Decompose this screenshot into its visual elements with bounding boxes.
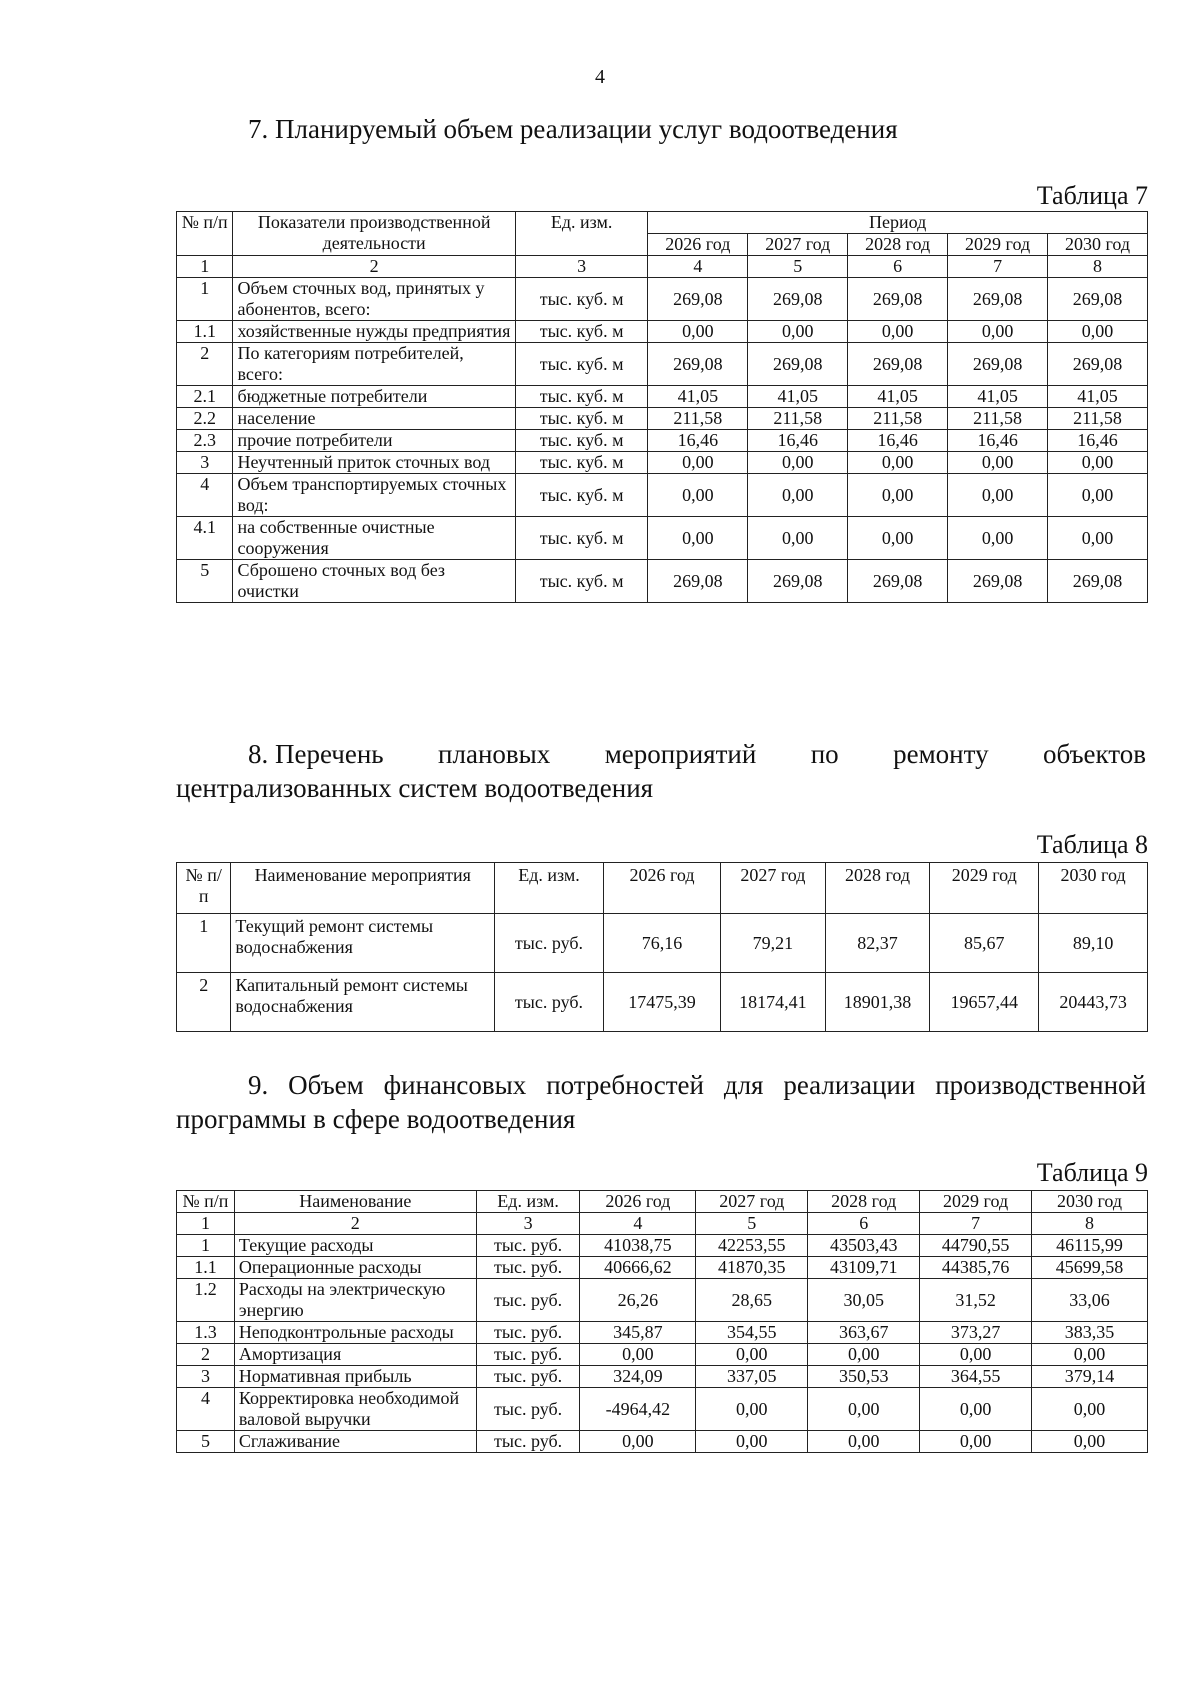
row-value: 89,10 [1039, 914, 1148, 973]
row-number: 4.1 [177, 517, 233, 560]
row-value: 16,46 [848, 430, 948, 452]
row-value: 42253,55 [696, 1235, 808, 1257]
title-word: мероприятий [604, 739, 757, 769]
column-number: 5 [696, 1213, 808, 1235]
table-row [177, 278, 1148, 321]
row-value: 44790,55 [920, 1235, 1032, 1257]
row-value: 345,87 [580, 1322, 696, 1344]
table-row [177, 914, 1148, 973]
row-value: 0,00 [748, 517, 848, 560]
row-value: 17475,39 [603, 973, 720, 1032]
row-value: 364,55 [920, 1366, 1032, 1388]
row-name: Объем сточных вод, принятых у абонентов, всего: [233, 278, 515, 321]
row-number: 5 [177, 1431, 235, 1453]
header-year: 2027 год [748, 234, 848, 256]
row-number: 2.2 [177, 408, 233, 430]
row-name: Амортизация [234, 1344, 476, 1366]
table-row [177, 386, 1148, 408]
row-value: 269,08 [848, 560, 948, 603]
row-name: По категориям потребителей, всего: [233, 343, 515, 386]
row-value: 324,09 [580, 1366, 696, 1388]
row-number: 1.1 [177, 321, 233, 343]
row-value: 16,46 [648, 430, 748, 452]
row-value: -4964,42 [580, 1388, 696, 1431]
row-value: 269,08 [848, 343, 948, 386]
row-value: 19657,44 [930, 973, 1039, 1032]
table-row [177, 1431, 1148, 1453]
row-name: Текущий ремонт системы водоснабжения [231, 914, 495, 973]
row-value: 0,00 [948, 474, 1048, 517]
row-value: 16,46 [748, 430, 848, 452]
row-value: 379,14 [1032, 1366, 1148, 1388]
title-word: 9. [248, 1070, 269, 1100]
row-value: 45699,58 [1032, 1257, 1148, 1279]
column-number: 5 [748, 256, 848, 278]
title-word: потребностей [546, 1070, 704, 1100]
row-value: 0,00 [948, 517, 1048, 560]
row-value: 269,08 [748, 278, 848, 321]
title-word: финансовых [383, 1070, 527, 1100]
header-unit: Ед. изм. [495, 863, 604, 914]
row-value: 20443,73 [1039, 973, 1148, 1032]
row-value: 43109,71 [808, 1257, 920, 1279]
table-row [177, 343, 1148, 386]
section-8-title [176, 737, 1146, 805]
row-number: 1.3 [177, 1322, 235, 1344]
row-value: 354,55 [696, 1322, 808, 1344]
title-word: плановых [438, 739, 551, 769]
table-7 [176, 211, 1148, 603]
row-value: 82,37 [825, 914, 930, 973]
header-year: 2030 год [1048, 234, 1148, 256]
row-unit: тыс. куб. м [515, 430, 648, 452]
row-value: 33,06 [1032, 1279, 1148, 1322]
row-value: 18174,41 [721, 973, 826, 1032]
table-9 [176, 1190, 1148, 1453]
row-value: 0,00 [1048, 517, 1148, 560]
row-name: Неподконтрольные расходы [234, 1322, 476, 1344]
table-row [177, 973, 1148, 1032]
row-value: 269,08 [848, 278, 948, 321]
table-row [177, 1257, 1148, 1279]
row-unit: тыс. руб. [476, 1235, 580, 1257]
row-unit: тыс. куб. м [515, 560, 648, 603]
row-value: 269,08 [748, 560, 848, 603]
header-unit: Ед. изм. [476, 1191, 580, 1213]
table-row [177, 517, 1148, 560]
row-value: 211,58 [1048, 408, 1148, 430]
row-value: 269,08 [648, 278, 748, 321]
table-8 [176, 862, 1148, 1032]
column-number: 8 [1032, 1213, 1148, 1235]
table-row [177, 430, 1148, 452]
header-name: Наименование [234, 1191, 476, 1213]
row-unit: тыс. куб. м [515, 517, 648, 560]
row-value: 269,08 [648, 343, 748, 386]
column-number-row [177, 256, 1148, 278]
row-value: 41,05 [1048, 386, 1148, 408]
column-number: 4 [648, 256, 748, 278]
table-8-caption: Таблица 8 [1036, 830, 1148, 859]
header-year: 2026 год [603, 863, 720, 914]
header-number: № п/п [177, 863, 231, 914]
row-value: 0,00 [580, 1344, 696, 1366]
row-number: 1 [177, 1235, 235, 1257]
row-unit: тыс. руб. [476, 1344, 580, 1366]
row-value: 18901,38 [825, 973, 930, 1032]
row-value: 0,00 [696, 1431, 808, 1453]
row-unit: тыс. куб. м [515, 474, 648, 517]
table-row [177, 560, 1148, 603]
row-value: 0,00 [748, 321, 848, 343]
row-name: Операционные расходы [234, 1257, 476, 1279]
header-year: 2030 год [1032, 1191, 1148, 1213]
row-unit: тыс. куб. м [515, 278, 648, 321]
table-9-caption: Таблица 9 [1036, 1158, 1148, 1187]
table-row [177, 1235, 1148, 1257]
column-number: 1 [177, 1213, 235, 1235]
row-number: 5 [177, 560, 233, 603]
title-word: производственной [935, 1070, 1146, 1100]
row-value: 44385,76 [920, 1257, 1032, 1279]
row-value: 337,05 [696, 1366, 808, 1388]
column-number: 3 [515, 256, 648, 278]
row-number: 2.3 [177, 430, 233, 452]
row-value: 0,00 [580, 1431, 696, 1453]
row-value: 269,08 [948, 560, 1048, 603]
row-unit: тыс. куб. м [515, 408, 648, 430]
column-number: 8 [1048, 256, 1148, 278]
column-number: 2 [234, 1213, 476, 1235]
row-value: 269,08 [1048, 343, 1148, 386]
header-year: 2027 год [721, 863, 826, 914]
header-year: 2028 год [808, 1191, 920, 1213]
column-number: 4 [580, 1213, 696, 1235]
row-value: 43503,43 [808, 1235, 920, 1257]
row-value: 269,08 [1048, 278, 1148, 321]
table-7-caption: Таблица 7 [1036, 181, 1148, 210]
row-number: 2 [177, 343, 233, 386]
row-value: 269,08 [748, 343, 848, 386]
row-name: Нормативная прибыль [234, 1366, 476, 1388]
row-unit: тыс. руб. [476, 1279, 580, 1322]
row-value: 41,05 [948, 386, 1048, 408]
header-number: № п/п [177, 212, 233, 256]
row-value: 41,05 [648, 386, 748, 408]
row-value: 0,00 [648, 452, 748, 474]
header-number: № п/п [177, 1191, 235, 1213]
table-row [177, 408, 1148, 430]
row-value: 0,00 [920, 1431, 1032, 1453]
row-name: хозяйственные нужды предприятия [233, 321, 515, 343]
header-year: 2026 год [648, 234, 748, 256]
row-value: 363,67 [808, 1322, 920, 1344]
table-row [177, 1366, 1148, 1388]
row-number: 3 [177, 1366, 235, 1388]
row-unit: тыс. руб. [495, 973, 604, 1032]
title-word: ремонту [893, 739, 989, 769]
row-value: 79,21 [721, 914, 826, 973]
table-row [177, 1388, 1148, 1431]
table-row [177, 1279, 1148, 1322]
row-value: 211,58 [748, 408, 848, 430]
row-value: 269,08 [948, 343, 1048, 386]
row-name: Неучтенный приток сточных вод [233, 452, 515, 474]
row-value: 41,05 [748, 386, 848, 408]
row-value: 0,00 [1048, 321, 1148, 343]
row-value: 0,00 [920, 1344, 1032, 1366]
column-number: 1 [177, 256, 233, 278]
row-value: 350,53 [808, 1366, 920, 1388]
header-year: 2029 год [930, 863, 1039, 914]
row-value: 0,00 [1048, 474, 1148, 517]
row-value: 16,46 [948, 430, 1048, 452]
row-number: 4 [177, 1388, 235, 1431]
row-value: 0,00 [848, 474, 948, 517]
row-unit: тыс. куб. м [515, 321, 648, 343]
row-value: 0,00 [748, 452, 848, 474]
row-value: 0,00 [1048, 452, 1148, 474]
column-number: 3 [476, 1213, 580, 1235]
table-row [177, 452, 1148, 474]
row-value: 0,00 [648, 321, 748, 343]
row-unit: тыс. куб. м [515, 343, 648, 386]
column-number: 7 [948, 256, 1048, 278]
header-year: 2027 год [696, 1191, 808, 1213]
row-number: 1 [177, 278, 233, 321]
row-value: 76,16 [603, 914, 720, 973]
title-line-2: централизованных систем водоотведения [176, 773, 654, 803]
row-value: 16,46 [1048, 430, 1148, 452]
row-number: 4 [177, 474, 233, 517]
row-value: 0,00 [1032, 1344, 1148, 1366]
row-value: 0,00 [948, 452, 1048, 474]
table-row [177, 1322, 1148, 1344]
row-name: Объем транспортируемых сточных вод: [233, 474, 515, 517]
row-value: 373,27 [920, 1322, 1032, 1344]
row-name: Сглаживание [234, 1431, 476, 1453]
column-number-row [177, 1213, 1148, 1235]
row-unit: тыс. куб. м [515, 386, 648, 408]
section-7-title: 7. Планируемый объем реализации услуг водоотведения [248, 114, 898, 144]
header-year: 2030 год [1039, 863, 1148, 914]
row-number: 2 [177, 1344, 235, 1366]
title-word: 8. Перечень [248, 739, 384, 769]
row-number: 3 [177, 452, 233, 474]
row-name: Расходы на электрическую энергию [234, 1279, 476, 1322]
row-name: население [233, 408, 515, 430]
column-number: 6 [848, 256, 948, 278]
row-number: 2 [177, 973, 231, 1032]
title-word: реализации [783, 1070, 916, 1100]
row-unit: тыс. руб. [476, 1257, 580, 1279]
row-value: 31,52 [920, 1279, 1032, 1322]
table-row [177, 321, 1148, 343]
row-name: бюджетные потребители [233, 386, 515, 408]
row-value: 0,00 [848, 452, 948, 474]
header-year: 2028 год [825, 863, 930, 914]
row-name: на собственные очистные сооружения [233, 517, 515, 560]
row-value: 41870,35 [696, 1257, 808, 1279]
title-word: для [723, 1070, 764, 1100]
title-word: Объем [288, 1070, 364, 1100]
row-unit: тыс. руб. [476, 1388, 580, 1431]
header-year: 2029 год [948, 234, 1048, 256]
title-word: по [810, 739, 839, 769]
row-value: 0,00 [696, 1388, 808, 1431]
row-value: 0,00 [920, 1388, 1032, 1431]
row-number: 1 [177, 914, 231, 973]
row-name: Корректировка необходимой валовой выручки [234, 1388, 476, 1431]
header-unit: Ед. изм. [515, 212, 648, 256]
row-value: 40666,62 [580, 1257, 696, 1279]
row-number: 2.1 [177, 386, 233, 408]
row-unit: тыс. руб. [495, 914, 604, 973]
title-line-2: программы в сфере водоотведения [176, 1104, 576, 1134]
row-name: Сброшено сточных вод без очистки [233, 560, 515, 603]
row-value: 0,00 [808, 1431, 920, 1453]
row-value: 211,58 [648, 408, 748, 430]
row-value: 211,58 [848, 408, 948, 430]
header-period: Период [648, 212, 1148, 234]
row-unit: тыс. руб. [476, 1366, 580, 1388]
row-value: 46115,99 [1032, 1235, 1148, 1257]
row-value: 0,00 [848, 517, 948, 560]
row-unit: тыс. руб. [476, 1431, 580, 1453]
row-number: 1.2 [177, 1279, 235, 1322]
header-year: 2028 год [848, 234, 948, 256]
table-row [177, 474, 1148, 517]
row-value: 41038,75 [580, 1235, 696, 1257]
row-value: 383,35 [1032, 1322, 1148, 1344]
page-number: 4 [595, 66, 605, 88]
row-value: 0,00 [808, 1388, 920, 1431]
row-value: 269,08 [1048, 560, 1148, 603]
row-value: 85,67 [930, 914, 1039, 973]
row-value: 269,08 [648, 560, 748, 603]
row-value: 0,00 [696, 1344, 808, 1366]
table-row [177, 1344, 1148, 1366]
title-word: объектов [1043, 739, 1146, 769]
row-unit: тыс. руб. [476, 1322, 580, 1344]
row-name: Текущие расходы [234, 1235, 476, 1257]
header-indicator: Показатели производственной деятельности [233, 212, 515, 256]
column-number: 6 [808, 1213, 920, 1235]
row-value: 0,00 [748, 474, 848, 517]
header-name: Наименование мероприятия [231, 863, 495, 914]
column-number: 7 [920, 1213, 1032, 1235]
header-year: 2026 год [580, 1191, 696, 1213]
row-name: прочие потребители [233, 430, 515, 452]
row-value: 0,00 [948, 321, 1048, 343]
row-value: 28,65 [696, 1279, 808, 1322]
section-9-title [176, 1068, 1146, 1136]
row-value: 41,05 [848, 386, 948, 408]
row-number: 1.1 [177, 1257, 235, 1279]
column-number: 2 [233, 256, 515, 278]
row-value: 211,58 [948, 408, 1048, 430]
row-unit: тыс. куб. м [515, 452, 648, 474]
row-value: 26,26 [580, 1279, 696, 1322]
header-year: 2029 год [920, 1191, 1032, 1213]
row-value: 0,00 [648, 517, 748, 560]
row-value: 0,00 [648, 474, 748, 517]
row-value: 0,00 [848, 321, 948, 343]
row-value: 0,00 [808, 1344, 920, 1366]
row-value: 0,00 [1032, 1388, 1148, 1431]
row-value: 0,00 [1032, 1431, 1148, 1453]
row-value: 30,05 [808, 1279, 920, 1322]
row-value: 269,08 [948, 278, 1048, 321]
row-name: Капитальный ремонт системы водоснабжения [231, 973, 495, 1032]
